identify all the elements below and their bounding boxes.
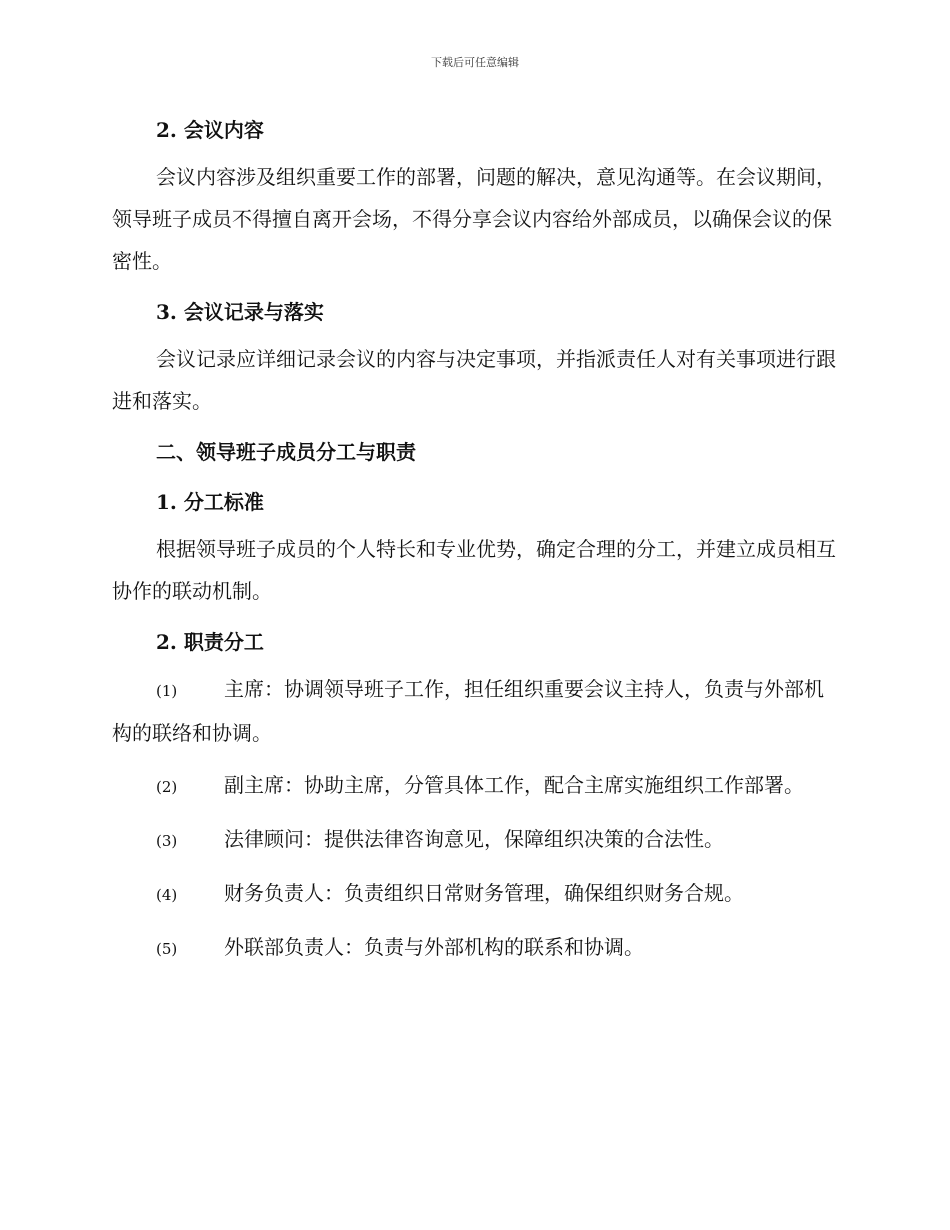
duty-number: (1) (156, 682, 178, 700)
section-heading-duty-assignment: 2. 职责分工 (156, 630, 264, 654)
duty-text: 外联部负责人：负责与外部机构的联系和协调。 (224, 935, 644, 959)
duty-text: 法律顾问：提供法律咨询意见，保障组织决策的合法性。 (224, 827, 724, 851)
duty-number: (2) (156, 778, 178, 796)
duty-number: (3) (156, 832, 178, 850)
spacer (112, 422, 837, 432)
duty-list (112, 668, 837, 970)
spacer (112, 472, 837, 482)
spacer (112, 282, 837, 292)
spacer (112, 808, 837, 818)
duty-item (112, 764, 837, 808)
paragraph-division-standard: 根据领导班子成员的个人特长和专业优势，确定合理的分工，并建立成员相互协作的联动机制。 (112, 537, 836, 603)
section-heading-meeting-records: 3. 会议记录与落实 (156, 300, 324, 324)
page-header-note: 下载后可任意编辑 (431, 56, 519, 69)
spacer (112, 754, 837, 764)
duty-item (112, 926, 837, 970)
duty-text: 副主席：协助主席，分管具体工作，配合主席实施组织工作部署。 (224, 773, 804, 797)
duty-text: 财务负责人：负责组织日常财务管理，确保组织财务合规。 (224, 881, 744, 905)
paragraph-meeting-records: 会议记录应详细记录会议的内容与决定事项，并指派责任人对有关事项进行跟进和落实。 (112, 347, 836, 413)
duty-text: 主席：协调领导班子工作，担任组织重要会议主持人，负责与外部机构的联络和协调。 (112, 677, 824, 745)
duty-number: (4) (156, 886, 178, 904)
paragraph-meeting-content: 会议内容涉及组织重要工作的部署，问题的解决，意见沟通等。在会议期间，领导班子成员不得擅自离开会场，不得分享会议内容给外部成员，以确保会议的保密性。 (112, 165, 836, 273)
duty-number: (5) (156, 940, 178, 958)
spacer (112, 862, 837, 872)
part-heading-division-of-duties: 二、领导班子成员分工与职责 (156, 440, 416, 464)
section-heading-division-standard: 1. 分工标准 (156, 490, 264, 514)
duty-item (112, 668, 837, 754)
document-body (112, 110, 837, 970)
spacer (112, 916, 837, 926)
section-heading-meeting-content: 2. 会议内容 (156, 118, 264, 142)
spacer (112, 612, 837, 622)
duty-item (112, 872, 837, 916)
duty-item (112, 818, 837, 862)
